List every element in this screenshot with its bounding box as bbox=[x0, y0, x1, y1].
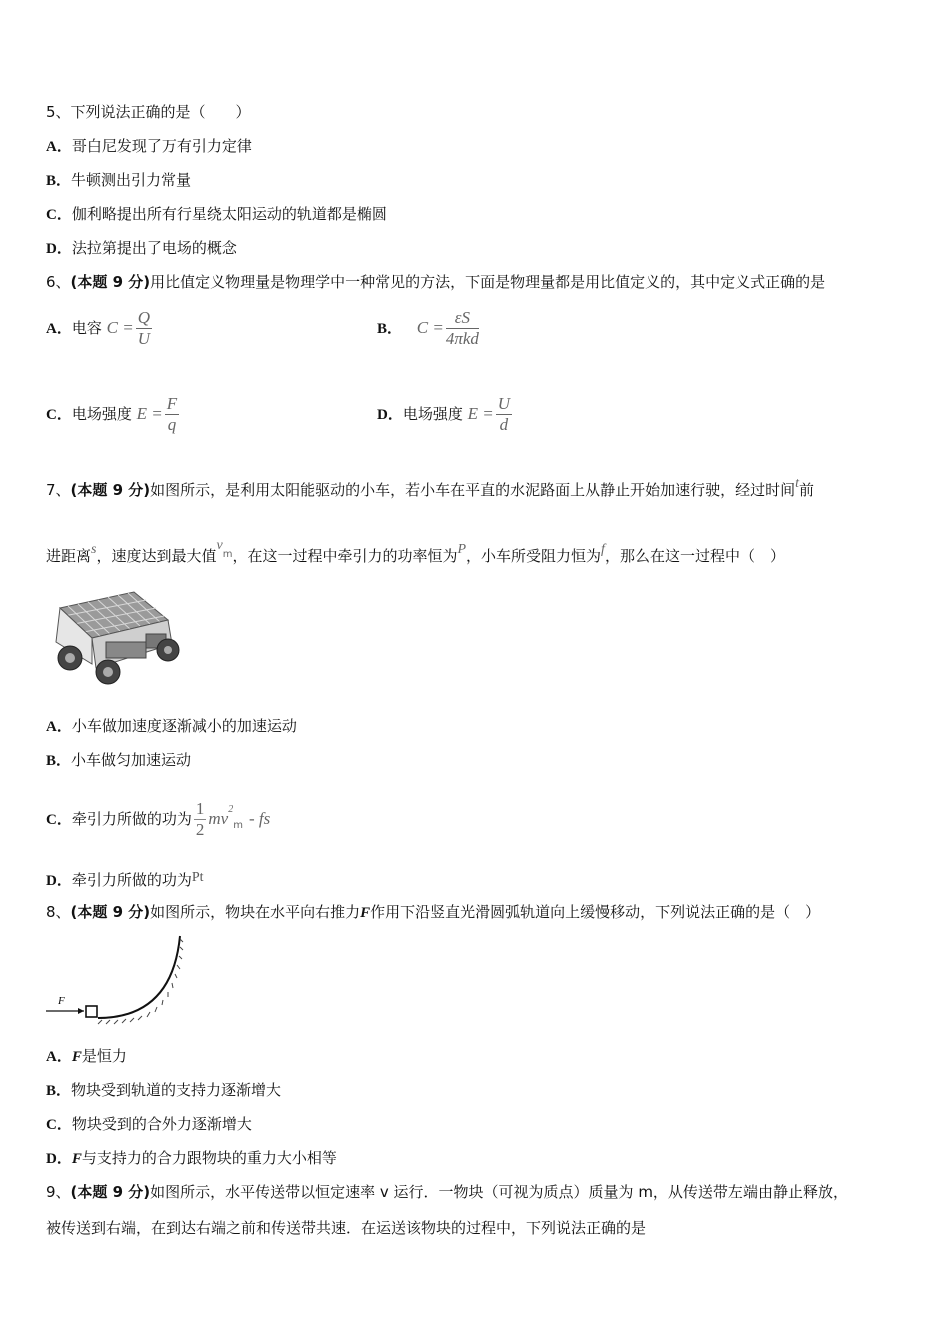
option-text: 牛顿测出引力常量 bbox=[71, 171, 192, 189]
q9-stem-line1 bbox=[46, 1182, 848, 1202]
question-number: 9、 bbox=[46, 1183, 71, 1201]
question-text: 如图所示，水平传送带以恒定速率 v 运行．一物块（可视为质点）质量为 m，从传送带左端由静止释放， bbox=[150, 1183, 848, 1201]
fraction-numerator: εS bbox=[446, 308, 479, 329]
q8-option-b bbox=[46, 1080, 281, 1101]
option-label: C． bbox=[46, 207, 72, 223]
variable-F: F bbox=[360, 905, 371, 921]
question-text: ，在这一过程中牵引力的功率恒为 bbox=[232, 547, 458, 565]
question-text: 作用下沿竖直光滑圆弧轨道向上缓慢移动，下列说法正确的是（ ） bbox=[370, 903, 821, 921]
option-label: C． bbox=[46, 407, 72, 423]
option-variable: F bbox=[71, 1151, 82, 1167]
variable-P: P bbox=[457, 542, 467, 557]
question-tag: (本题 9 分) bbox=[70, 903, 151, 921]
option-label: A． bbox=[46, 719, 72, 735]
option-label: B． bbox=[46, 753, 72, 769]
formula-fraction bbox=[496, 394, 512, 435]
question-tag: (本题 9 分) bbox=[70, 273, 151, 291]
question-text: ，那么在这一过程中（ ） bbox=[604, 547, 785, 565]
formula-tail: - fs bbox=[248, 809, 271, 828]
option-text: 电场强度 bbox=[402, 405, 463, 423]
force-label: F bbox=[58, 995, 65, 1007]
formula-superscript: 2 bbox=[228, 804, 234, 815]
option-text: 物块受到的合外力逐渐增大 bbox=[71, 1115, 252, 1133]
option-text: 法拉第提出了电场的概念 bbox=[71, 239, 237, 257]
fraction-denominator: d bbox=[499, 415, 509, 434]
solar-car-image bbox=[46, 586, 186, 688]
q8-stem bbox=[46, 902, 820, 923]
question-number: 8、 bbox=[46, 903, 71, 921]
question-text: 进距离 bbox=[46, 547, 92, 565]
formula-lhs: C = bbox=[106, 318, 134, 337]
fraction-numerator: F bbox=[166, 394, 178, 413]
q7-option-b bbox=[46, 750, 191, 771]
variable-t: t bbox=[795, 476, 800, 491]
question-number: 6、 bbox=[46, 273, 71, 291]
q6-stem bbox=[46, 272, 825, 292]
q5-option-a bbox=[46, 136, 252, 157]
q7-stem-line2 bbox=[46, 536, 785, 566]
question-number: 7、 bbox=[46, 481, 71, 499]
q5-option-d bbox=[46, 238, 237, 259]
formula-lhs: C = bbox=[416, 318, 444, 337]
fraction-denominator: 2 bbox=[195, 820, 205, 839]
option-label: C． bbox=[46, 1117, 72, 1133]
option-label: D． bbox=[377, 407, 403, 423]
question-tag: (本题 9 分) bbox=[70, 1183, 151, 1201]
q7-stem-line1 bbox=[46, 474, 814, 500]
q8-option-a bbox=[46, 1046, 127, 1067]
question-text-end: 前 bbox=[799, 481, 815, 499]
option-label: B． bbox=[46, 173, 72, 189]
formula-fraction bbox=[136, 308, 152, 349]
q8-option-d bbox=[46, 1148, 337, 1169]
formula-subscript: m bbox=[233, 820, 243, 831]
q7-option-d bbox=[46, 868, 204, 891]
question-text: 用比值定义物理量是物理学中一种常见的方法，下面是物理量都是用比值定义的，其中定义式正确的是 bbox=[150, 273, 826, 291]
option-text: 哥白尼发现了万有引力定律 bbox=[71, 137, 252, 155]
formula-lhs: E = bbox=[467, 404, 494, 423]
q5-stem: 5、下列说法正确的是（ ） bbox=[46, 103, 251, 121]
question-text: 如图所示，是利用太阳能驱动的小车，若小车在平直的水泥路面上从静止开始加速行驶，经过时间 bbox=[150, 481, 796, 499]
question-tag: (本题 9 分) bbox=[70, 481, 151, 499]
option-text: 电场强度 bbox=[71, 405, 132, 423]
q6-option-c bbox=[46, 394, 181, 435]
option-text: 物块受到轨道的支持力逐渐增大 bbox=[71, 1081, 282, 1099]
option-text: 小车做匀加速运动 bbox=[71, 751, 192, 769]
variable-s: s bbox=[91, 542, 97, 557]
fraction-numerator: U bbox=[497, 394, 511, 413]
option-label: B． bbox=[377, 321, 403, 337]
option-label: A． bbox=[46, 1049, 72, 1065]
option-label: A． bbox=[46, 139, 72, 155]
q8-option-c bbox=[46, 1114, 252, 1135]
question-text: ，小车所受阻力恒为 bbox=[466, 547, 602, 565]
q5-option-c bbox=[46, 204, 387, 225]
option-label: B． bbox=[46, 1083, 72, 1099]
q7-option-a bbox=[46, 716, 297, 737]
option-variable: F bbox=[71, 1049, 82, 1065]
formula-fraction bbox=[446, 308, 479, 349]
option-text: 与支持力的合力跟物块的重力大小相等 bbox=[81, 1149, 337, 1167]
formula-fraction bbox=[165, 394, 179, 435]
variable-v-subscript: m bbox=[222, 549, 233, 560]
arc-track-drawing bbox=[46, 934, 196, 1026]
formula-lhs: E = bbox=[136, 404, 163, 423]
formula-fraction bbox=[194, 799, 207, 840]
fraction-numerator: 1 bbox=[195, 799, 205, 818]
q9-stem-line2: 被传送到右端，在到达右端之前和传送带共速．在运送该物块的过程中，下列说法正确的是 bbox=[46, 1219, 647, 1237]
fraction-denominator: 4πkd bbox=[445, 329, 479, 348]
variable-v: v bbox=[216, 538, 223, 553]
q6-option-d bbox=[377, 394, 514, 435]
q5-option-b bbox=[46, 170, 191, 191]
solar-car-drawing bbox=[46, 586, 186, 688]
option-text: 牵引力所做的功为 bbox=[71, 810, 192, 828]
option-label: D． bbox=[46, 1151, 72, 1167]
option-label: A． bbox=[46, 321, 72, 337]
option-label: D． bbox=[46, 241, 72, 257]
option-text: 伽利略提出所有行星绕太阳运动的轨道都是椭圆 bbox=[71, 205, 387, 223]
fraction-denominator: U bbox=[137, 329, 150, 348]
option-text: 电容 bbox=[71, 319, 102, 337]
option-text: 是恒力 bbox=[81, 1047, 127, 1065]
option-text: 小车做加速度逐渐减小的加速运动 bbox=[71, 717, 297, 735]
q7-option-c bbox=[46, 790, 270, 846]
question-text: ，速度达到最大值 bbox=[96, 547, 217, 565]
variable-f: f bbox=[601, 542, 605, 557]
arc-track-figure bbox=[46, 934, 196, 1026]
question-text: 如图所示，物块在水平向右推力 bbox=[150, 903, 361, 921]
q6-option-b bbox=[377, 308, 481, 349]
option-label: D． bbox=[46, 873, 72, 889]
option-label: C． bbox=[46, 812, 72, 828]
fraction-denominator: q bbox=[167, 415, 177, 434]
formula-pt: Pt bbox=[191, 870, 204, 885]
formula-mv: mv bbox=[208, 809, 229, 828]
q6-option-a bbox=[46, 308, 154, 349]
option-text: 牵引力所做的功为 bbox=[71, 871, 192, 889]
fraction-numerator: Q bbox=[137, 308, 150, 327]
